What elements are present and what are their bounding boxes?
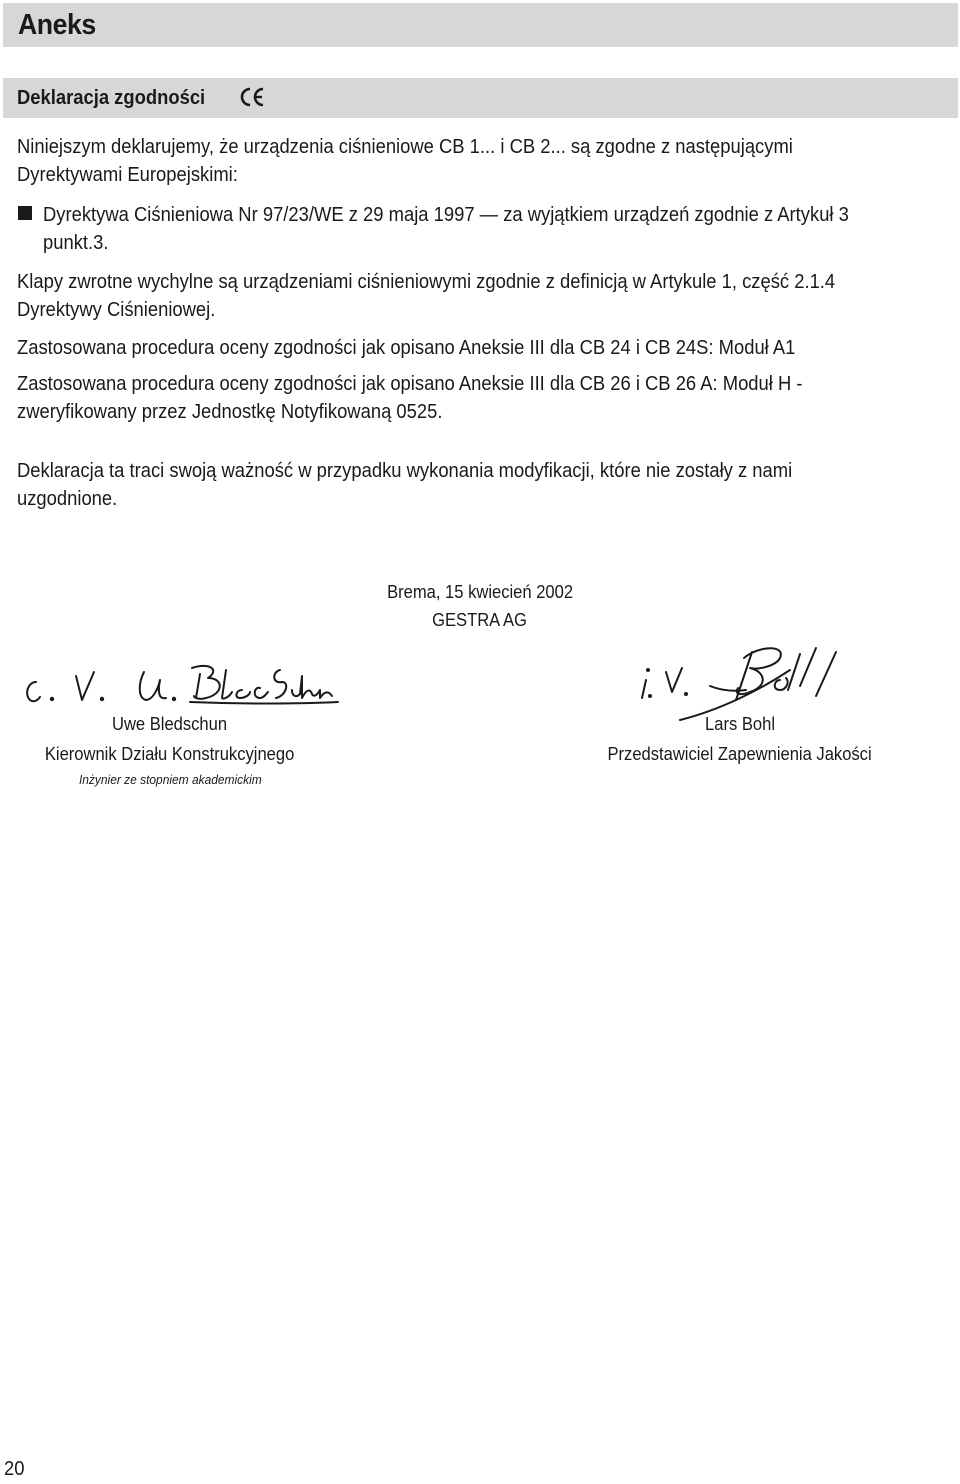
signatory-name: Lars Bohl — [705, 714, 775, 734]
procedure-a1-paragraph: Zastosowana procedura oceny zgodności jak opisano Aneksie III dla CB 24 i CB 24S: Moduł A1 — [17, 337, 796, 359]
intro-paragraph: Niniejszym deklarujemy, że urządzenia ciśnieniowe CB 1... i CB 2... są zgodne z następującymi Dyrektywami Europejskimi: — [17, 136, 793, 186]
page-number: 20 — [4, 1458, 25, 1480]
signature-bledschun — [10, 660, 340, 710]
place-date: Brema, 15 kwiecień 2002 — [387, 582, 573, 602]
bullet-square-icon — [18, 206, 32, 220]
validity-paragraph: Deklaracja ta traci swoją ważność w przypadku wykonania modyfikacji, które nie zostały z nami uzgodnione. — [17, 460, 793, 510]
company-name: GESTRA AG — [432, 610, 528, 630]
section-title: Deklaracja zgodności — [17, 87, 206, 109]
directive-bullet: Dyrektywa Ciśnieniowa Nr 97/23/WE z 29 maja 1997 — za wyjątkiem urządzeń zgodnie z Artykuł 3 punkt.3. — [43, 204, 849, 254]
ce-mark-icon — [239, 87, 265, 107]
signatory-name: Uwe Bledschun — [112, 714, 228, 734]
procedure-h-paragraph: Zastosowana procedura oceny zgodności jak opisano Aneksie III dla CB 26 i CB 26 A: Moduł H - zweryfikowany przez Jednostkę Notyfikowaną 0525. — [17, 373, 803, 423]
appendix-title: Aneks — [18, 9, 96, 41]
signature-bohl — [640, 640, 850, 720]
signatory-title: Kierownik Działu Konstrukcyjnego — [45, 744, 295, 764]
section-header — [3, 78, 958, 118]
signatory-title: Przedstawiciel Zapewnienia Jakości — [607, 744, 873, 764]
valves-paragraph: Klapy zwrotne wychylne są urządzeniami ciśnieniowymi zgodnie z definicją w Artykule 1, część 2.1.4 Dyrektywy Ciśnieniowej. — [17, 271, 836, 321]
appendix-header — [3, 3, 958, 47]
signatory-note: Inżynier ze stopniem akademickim — [78, 772, 262, 787]
